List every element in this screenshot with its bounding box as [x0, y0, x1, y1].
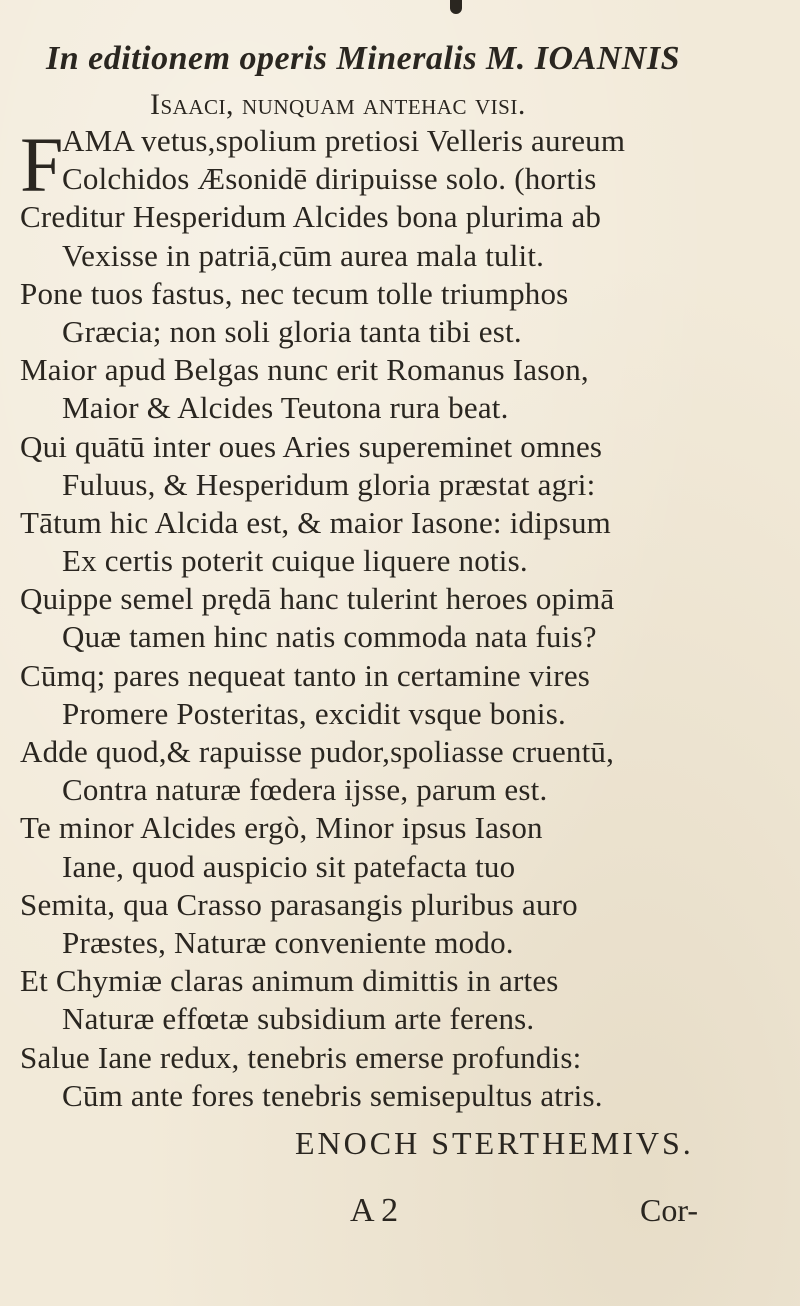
poem-line: Ex certis poterit cuique liquere notis. — [62, 543, 528, 579]
poem-line: Qui quātū inter oues Aries supereminet omnes — [20, 428, 603, 464]
poem-line: Tātum hic Alcida est, & maior Iasone: idipsum — [20, 504, 611, 540]
drop-capital: F — [20, 121, 64, 208]
poem-line: Præstes, Naturæ conveniente modo. — [62, 924, 514, 960]
poem-line: Adde quod,& rapuisse pudor,spoliasse cruentū, — [20, 734, 615, 769]
poem-line: Maior & Alcides Teutona rura beat. — [62, 390, 509, 426]
poem-line: Promere Posteritas, excidit vsque bonis. — [62, 695, 566, 731]
poem-line: Maior apud Belgas nunc erit Romanus Iason, — [20, 352, 589, 388]
poem-line: Vexisse in patriā,cūm aurea mala tulit. — [62, 237, 545, 273]
poem-line: Contra naturæ fœdera ijsse, parum est. — [62, 772, 548, 808]
poem-line: Salue Iane redux, tenebris emerse profundis: — [20, 1039, 582, 1075]
poem-line: Fuluus, & Hesperidum gloria præstat agri: — [62, 466, 596, 502]
poem-line: Quæ tamen hinc natis commoda nata fuis? — [62, 619, 597, 655]
signature-mark: A 2 — [350, 1192, 399, 1229]
poem-body — [20, 122, 780, 1115]
poem-line: Semita, qua Crasso parasangis pluribus auro — [20, 886, 578, 922]
poem-line: Te minor Alcides ergò, Minor ipsus Iason — [20, 810, 543, 846]
page-subtitle: Isaaci, nunquam antehac visi. — [150, 88, 526, 121]
poem-line: Naturæ effœtæ subsidium arte ferens. — [62, 1001, 535, 1037]
poem-line: Colchidos Æsonidē diripuisse solo. (hortis — [62, 161, 597, 197]
poem-line: Iane, quod auspicio sit patefacta tuo — [62, 848, 516, 884]
catchword: Cor- — [640, 1192, 699, 1228]
printer-ornament — [450, 0, 462, 14]
poem-line: Cūm ante fores tenebris semisepultus atris. — [62, 1077, 603, 1113]
poem-line: Quippe semel prędā hanc tulerint heroes opimā — [20, 581, 615, 617]
page-title: In editionem operis Mineralis M. IOANNIS — [46, 40, 680, 77]
poem-line: Pone tuos fastus, nec tecum tolle triumphos — [20, 275, 569, 311]
poem-line: Cūmq; pares nequeat tanto in certamine vires — [20, 657, 591, 693]
author-signature: ENOCH STERTHEMIVS. — [295, 1125, 694, 1161]
poem-line: AMA vetus,spolium pretiosi Velleris aureum — [62, 123, 626, 158]
poem-line: Græcia; non soli gloria tanta tibi est. — [62, 313, 522, 349]
poem-line: Et Chymiæ claras animum dimittis in artes — [20, 963, 559, 999]
poem-line: Creditur Hesperidum Alcides bona plurima ab — [20, 199, 602, 235]
